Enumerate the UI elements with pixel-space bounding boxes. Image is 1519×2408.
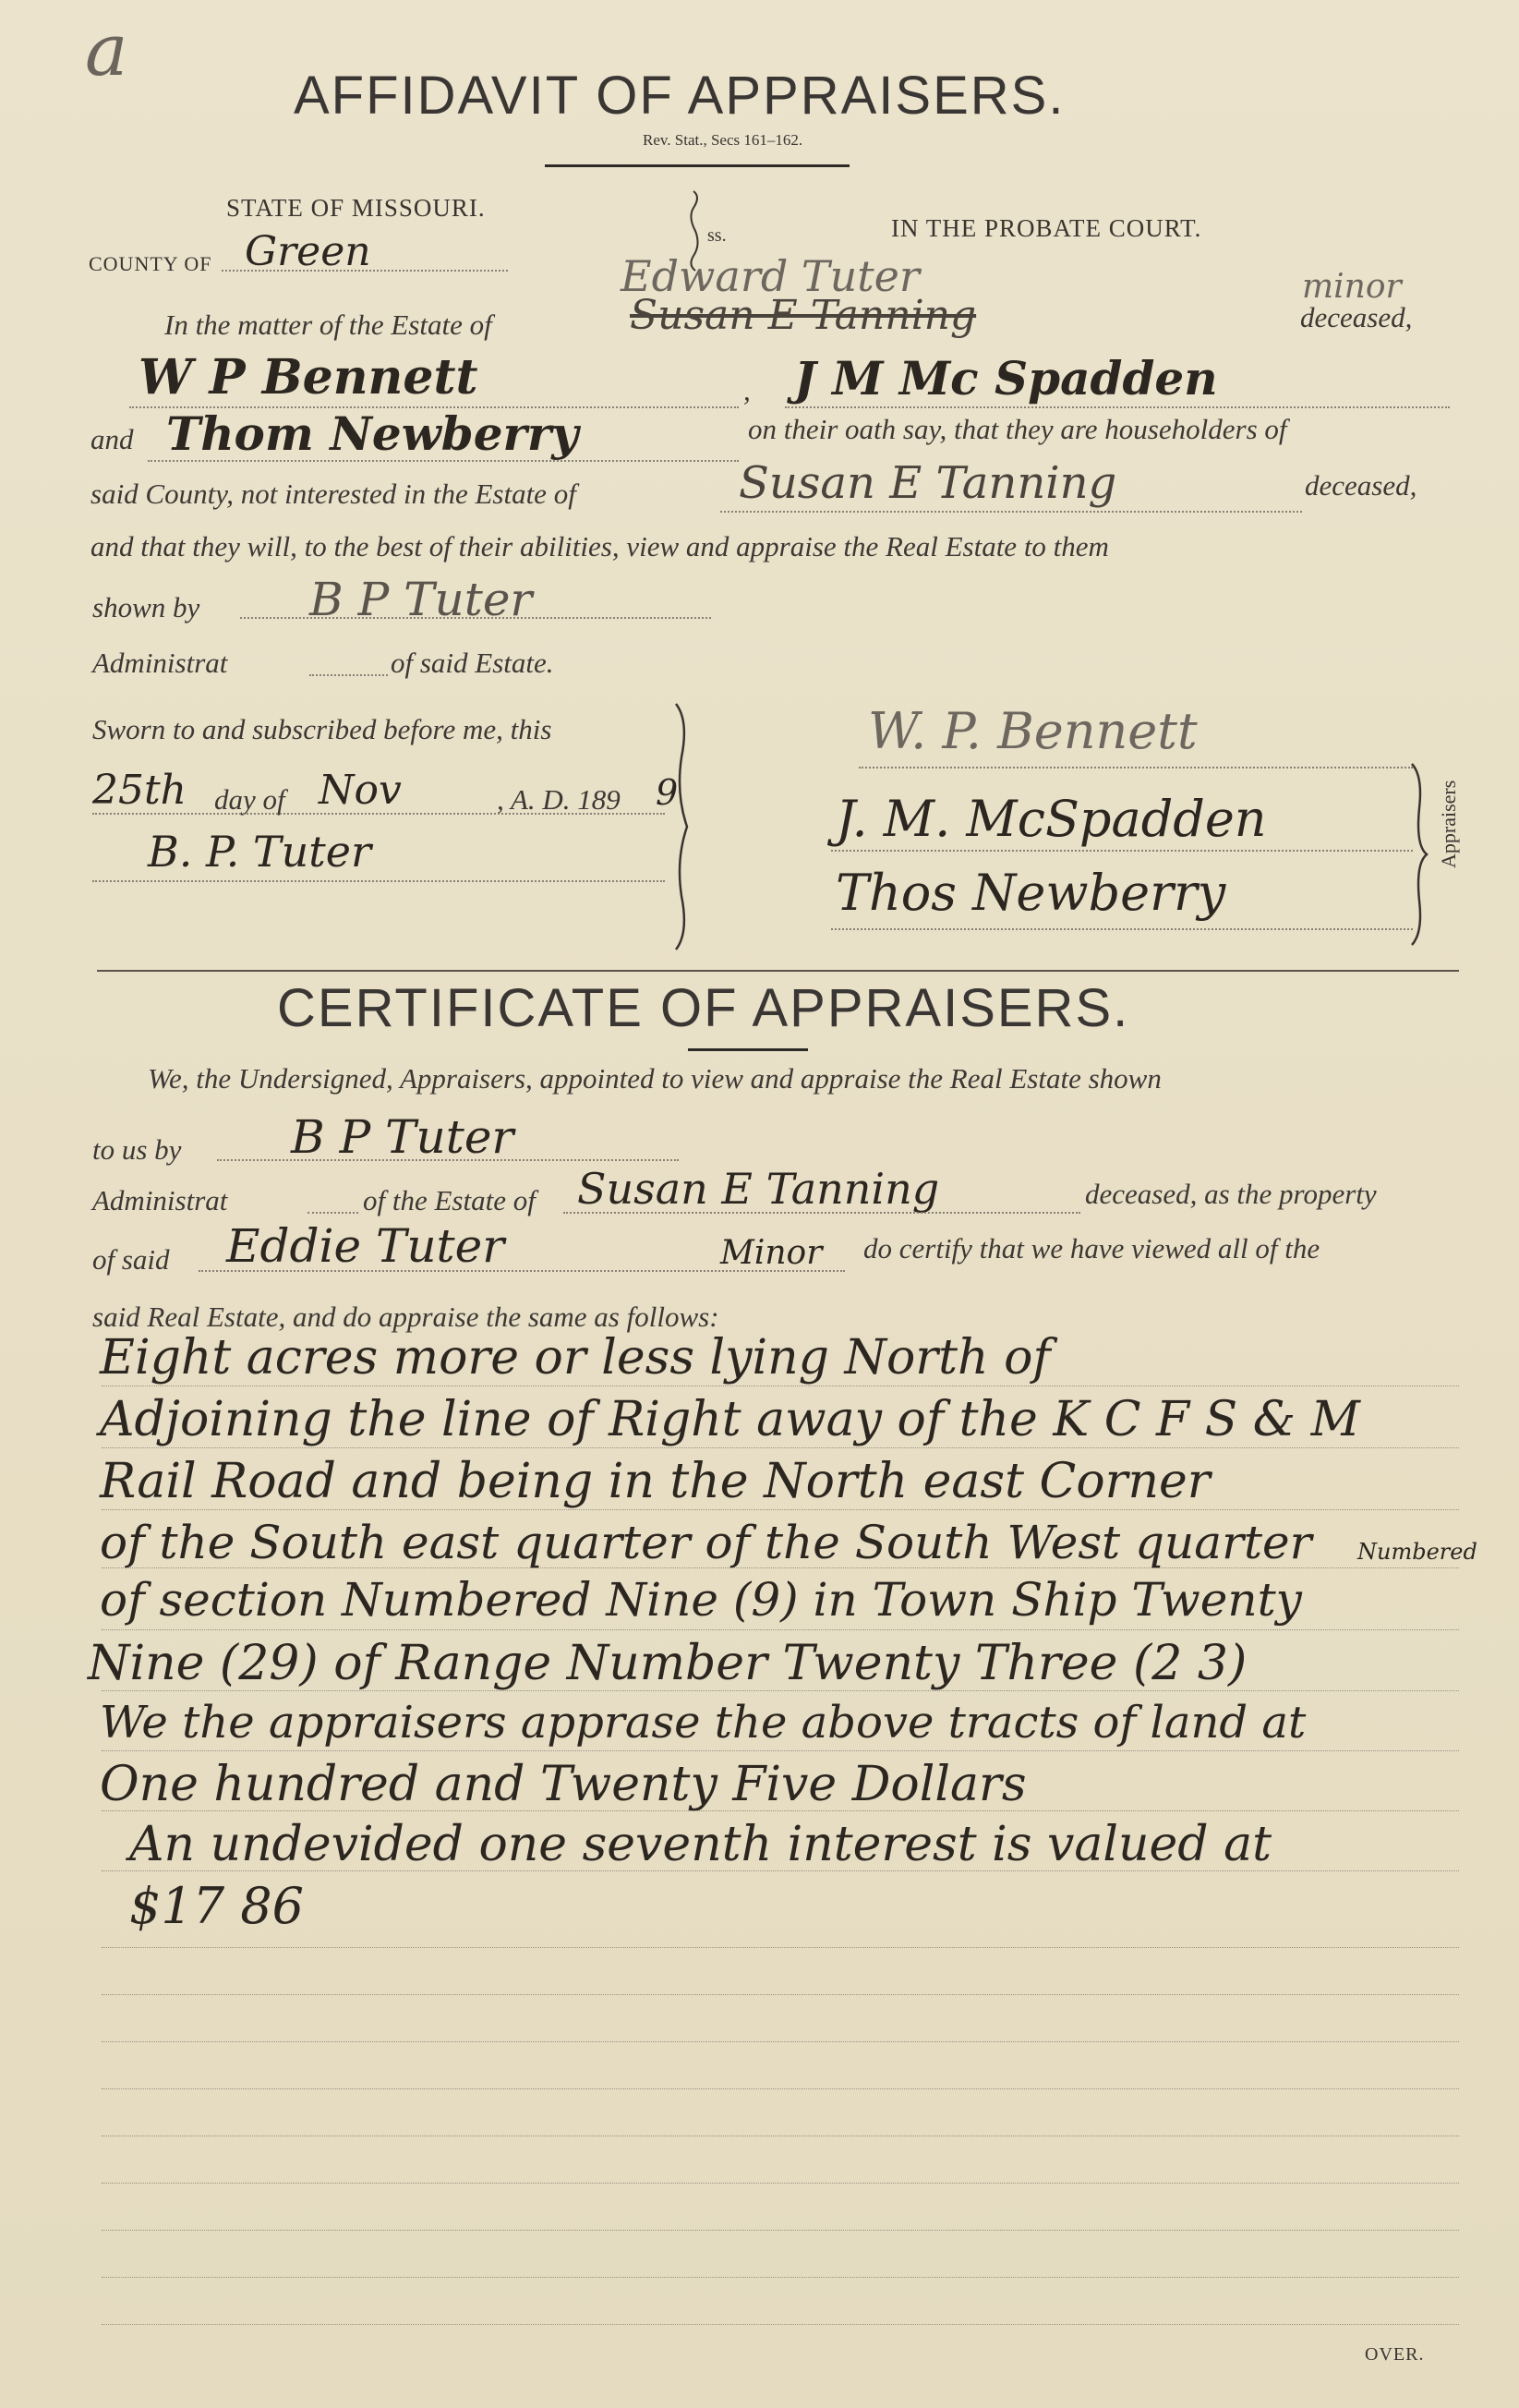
shown-by-name: B P Tuter xyxy=(309,573,533,626)
owner-line xyxy=(199,1270,845,1272)
ruled-line xyxy=(102,2088,1459,2089)
date-line xyxy=(92,813,665,815)
ruled-line xyxy=(102,1870,1459,1871)
statute-reference: Rev. Stat., Secs 161–162. xyxy=(643,131,803,149)
signature-2-line xyxy=(831,850,1413,852)
ruled-line xyxy=(102,1750,1459,1751)
signature-2: J. M. McSpadden xyxy=(836,790,1267,848)
cert-estate-line xyxy=(563,1212,1080,1214)
ruled-line xyxy=(102,1447,1459,1448)
appraisers-side-label: Appraisers xyxy=(1437,780,1460,868)
ruled-line xyxy=(102,1810,1459,1811)
estate-struck: Susan E Tanning xyxy=(630,292,977,339)
certificate-title: CERTIFICATE OF APPRAISERS. xyxy=(277,978,1130,1038)
ruled-line xyxy=(102,1690,1459,1691)
cert-administrat-line xyxy=(307,1212,358,1214)
comma: , xyxy=(743,374,751,406)
ruled-line xyxy=(102,2324,1459,2325)
deceased-property: deceased, as the property xyxy=(1085,1178,1377,1210)
year-label: , A. D. 189 xyxy=(497,783,621,816)
signature-1-line xyxy=(859,767,1413,768)
description-line: One hundred and Twenty Five Dollars xyxy=(100,1757,1027,1812)
will-text: and that they will, to the best of their abilities, view and appraise the Real Estate to them xyxy=(90,530,1109,563)
to-us-by-label: to us by xyxy=(92,1133,182,1166)
appraiser-3-line xyxy=(148,460,739,462)
description-line: Adjoining the line of Right away of the K C F S & M xyxy=(100,1392,1360,1447)
minor-label: Minor xyxy=(720,1234,823,1272)
ruled-line xyxy=(102,2277,1459,2278)
over-label: OVER. xyxy=(1365,2344,1425,2365)
oath-text: on their oath say, that they are householders of xyxy=(748,413,1287,445)
estate-2-line xyxy=(720,511,1302,513)
estate-inserted: Edward Tuter xyxy=(621,251,920,301)
ruled-line xyxy=(102,1994,1459,1995)
description-line: We the appraisers apprase the above tracts of land at xyxy=(100,1697,1307,1749)
deceased-label: deceased, xyxy=(1300,301,1413,333)
corner-mark: a xyxy=(85,9,128,92)
signature-1: W. P. Bennett xyxy=(868,702,1198,760)
certify-text: do certify that we have viewed all of the xyxy=(863,1232,1320,1265)
signature-3: Thos Newberry xyxy=(836,864,1226,922)
section-divider xyxy=(97,970,1459,972)
of-said-label: of said xyxy=(92,1243,170,1276)
court-label: IN THE PROBATE COURT. xyxy=(891,214,1202,242)
officer-signature: B. P. Tuter xyxy=(148,827,371,877)
appraisers-bracket xyxy=(1408,762,1436,947)
description-line: Rail Road and being in the North east Corner xyxy=(100,1454,1211,1509)
certificate-title-rule xyxy=(688,1048,808,1051)
matter-label: In the matter of the Estate of xyxy=(164,309,492,341)
cert-estate: Susan E Tanning xyxy=(577,1164,940,1214)
ruled-line xyxy=(102,2041,1459,2042)
sworn-bracket xyxy=(672,702,700,951)
ruled-line xyxy=(102,1629,1459,1630)
said-real-estate: said Real Estate, and do appraise the same as follows: xyxy=(92,1301,719,1333)
description-line: of section Numbered Nine (9) in Town Ship Twenty xyxy=(100,1573,1302,1627)
ruled-line xyxy=(102,1567,1459,1568)
appraiser-2: J M Mc Spadden xyxy=(794,351,1218,405)
to-us-by-line xyxy=(217,1159,679,1161)
shown-by-line xyxy=(240,617,711,619)
ruled-line xyxy=(102,1509,1459,1510)
ss-label: ss. xyxy=(707,225,727,246)
description-line: $17 86 xyxy=(129,1877,304,1935)
of-estate-of: of the Estate of xyxy=(363,1184,536,1216)
ruled-line xyxy=(102,1947,1459,1948)
county-text: said County, not interested in the Estate of xyxy=(90,478,576,510)
administrat-line xyxy=(309,674,388,676)
deceased-2: deceased, xyxy=(1305,469,1417,502)
affidavit-title: AFFIDAVIT OF APPRAISERS. xyxy=(294,66,1066,126)
description-line: An undevided one seventh interest is valued at xyxy=(129,1817,1272,1872)
owner-name: Eddie Tuter xyxy=(226,1219,505,1273)
day-label: day of xyxy=(214,783,285,816)
administrat-label: Administrat xyxy=(92,647,228,679)
title-rule xyxy=(545,164,850,167)
minor-inserted: minor xyxy=(1302,268,1402,306)
county-label: COUNTY OF xyxy=(89,252,212,275)
year-digit: 9 xyxy=(656,772,679,813)
appraiser-1: W P Bennett xyxy=(139,349,478,405)
month-value: Nov xyxy=(319,767,402,814)
to-us-by-name: B P Tuter xyxy=(291,1110,514,1164)
shown-by-label: shown by xyxy=(92,591,200,623)
officer-line xyxy=(92,880,665,882)
signature-3-line xyxy=(831,928,1413,930)
and-label: and xyxy=(90,423,134,455)
description-line: Eight acres more or less lying North of xyxy=(100,1330,1051,1386)
numbered-insert: Numbered xyxy=(1357,1539,1477,1565)
day-number: 25th xyxy=(92,767,187,814)
sworn-text: Sworn to and subscribed before me, this xyxy=(92,713,552,745)
ruled-line xyxy=(102,2230,1459,2231)
appraiser-2-line xyxy=(785,406,1450,408)
state-label: STATE OF MISSOURI. xyxy=(226,194,486,222)
description-line: of the South east quarter of the South West quarter xyxy=(100,1516,1312,1569)
estate-2: Susan E Tanning xyxy=(739,457,1117,509)
ruled-line xyxy=(102,2183,1459,2184)
of-estate-label: of said Estate. xyxy=(391,647,554,679)
cert-administrat: Administrat xyxy=(92,1184,228,1216)
appraiser-3: Thom Newberry xyxy=(166,406,579,461)
description-line: Nine (29) of Range Number Twenty Three (2 3) xyxy=(88,1636,1248,1691)
cert-line-1: We, the Undersigned, Appraisers, appointed to view and appraise the Real Estate shown xyxy=(148,1062,1162,1095)
county-value: Green xyxy=(245,228,371,275)
